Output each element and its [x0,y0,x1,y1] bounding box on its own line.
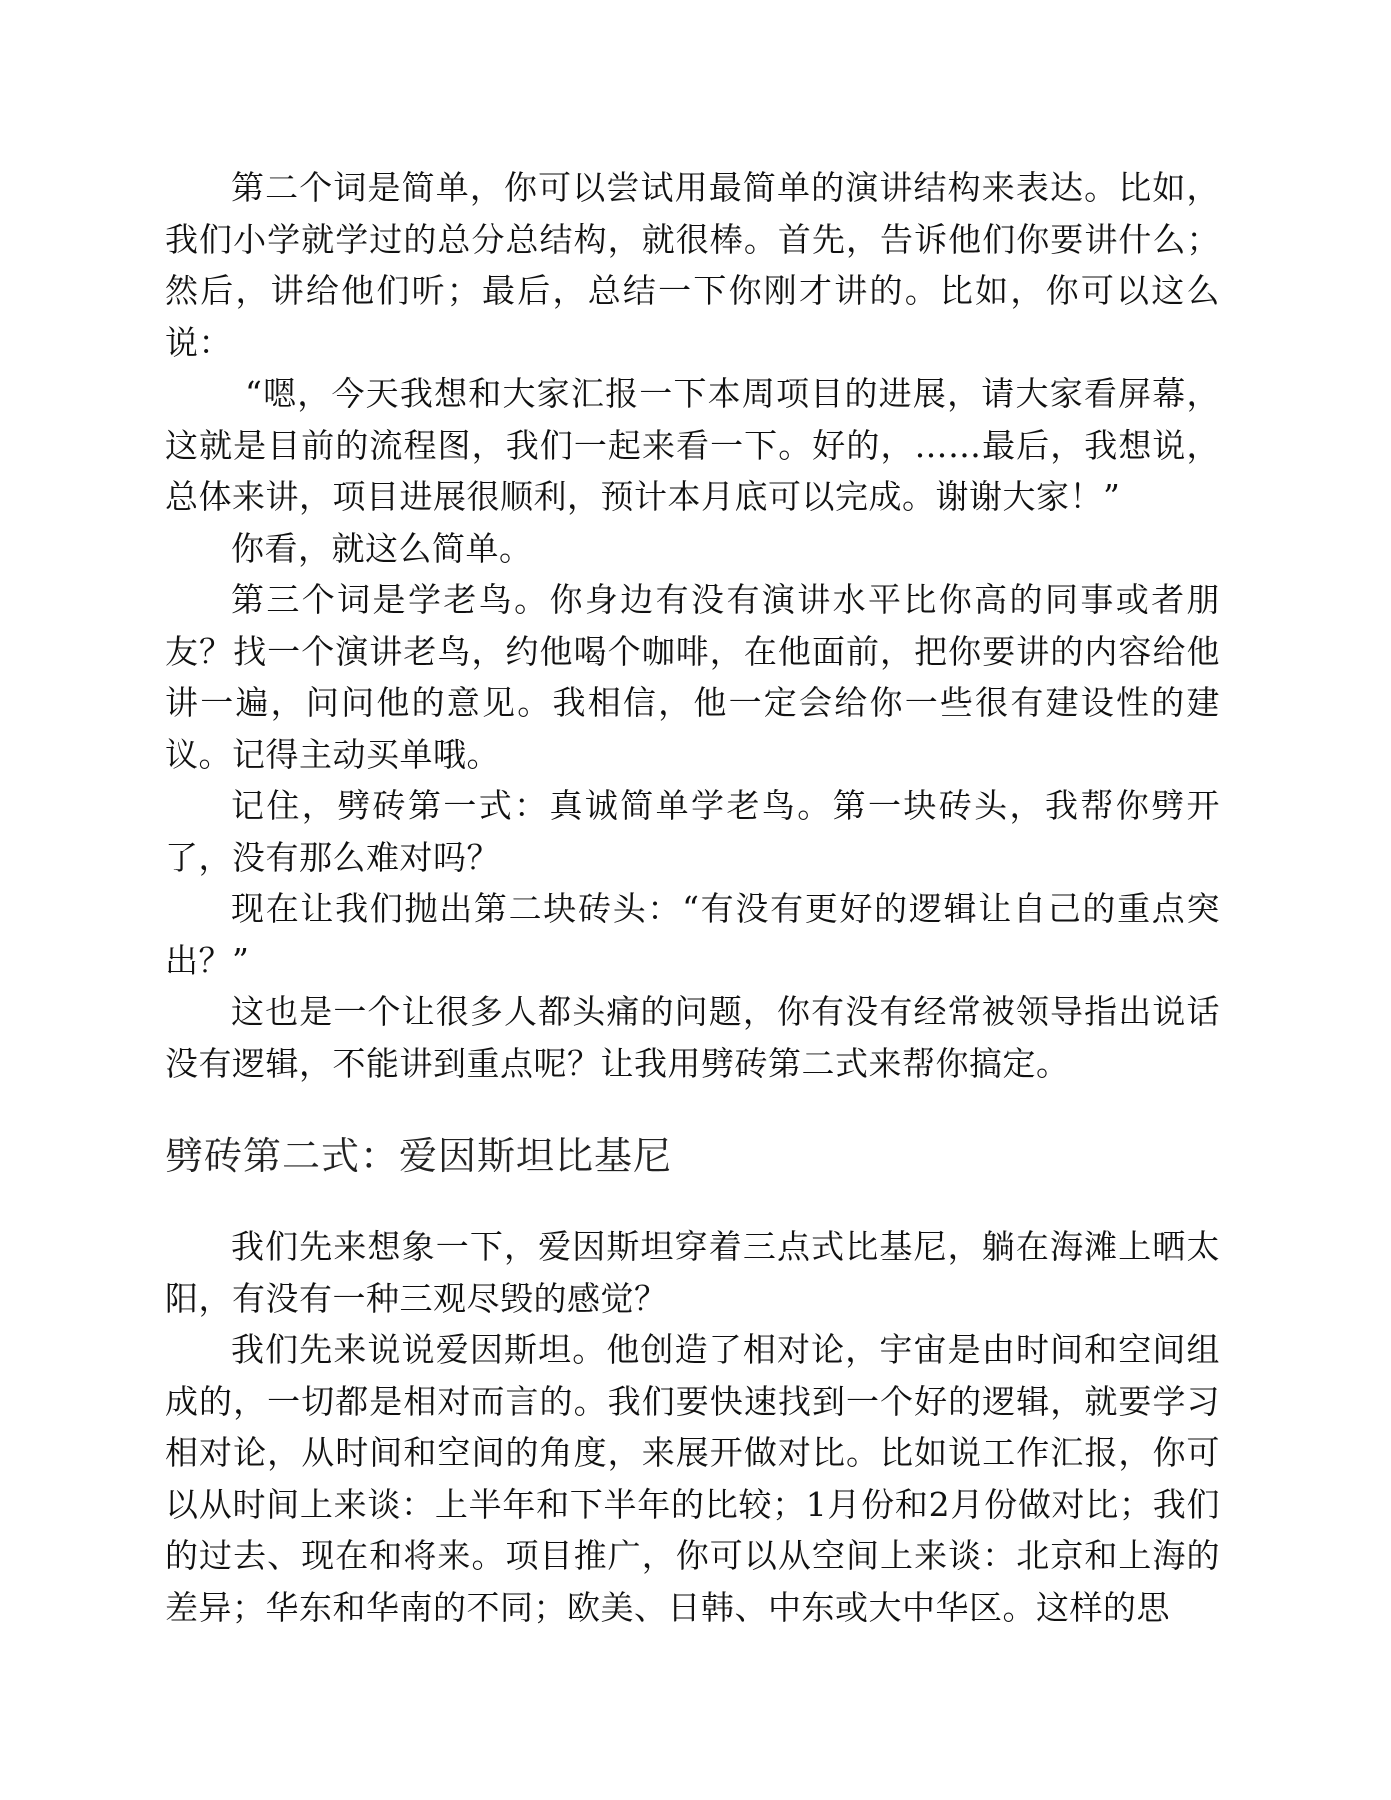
paragraph-headache: 这也是一个让很多人都头痛的问题，你有没有经常被领导指出说话没有逻辑，不能讲到重点呢？让我用劈砖第二式来帮你搞定。 [165,992,1220,1083]
paragraph-veteran: 第三个词是学老鸟。你身边有没有演讲水平比你高的同事或者朋友？找一个演讲老鸟，约他喝个咖啡，在他面前，把你要讲的内容给他讲一遍，问问他的意见。我相信，他一定会给你一些很有建设性的建议。记得主动买单哦。 [165,580,1220,774]
paragraph-quote: “嗯，今天我想和大家汇报一下本周项目的进展，请大家看屏幕，这就是目前的流程图，我们一起来看一下。好的，……最后，我想说，总体来讲，项目进展很顺利，预计本月底可以完成。谢谢大家！” [165,374,1220,516]
paragraph-see: 你看，就这么简单。 [231,528,533,568]
paragraph-einstein: 我们先来说说爱因斯坦。他创造了相对论，宇宙是由时间和空间组成的，一切都是相对而言的。我们要快速找到一个好的逻辑，就要学习相对论，从时间和空间的角度，来展开做对比。比如说工作汇报，你可以从时间上来谈：上半年和下半年的比较；1月份和2月份做对比；我们的过去、现在和将来。项目推广，你可以从空间上来谈：北京和上海的差异；华东和华南的不同；欧美、日韩、中东或大中华区。这样的思 [165,1330,1220,1627]
section-heading: 劈砖第二式：爱因斯坦比基尼 [165,1134,673,1178]
paragraph-remember: 记住，劈砖第一式：真诚简单学老鸟。第一块砖头，我帮你劈开了，没有那么难对吗？ [165,786,1220,877]
paragraph-second-brick: 现在让我们抛出第二块砖头：“有没有更好的逻辑让自己的重点突出？” [165,889,1220,980]
paragraph-imagine: 我们先来想象一下，爱因斯坦穿着三点式比基尼，躺在海滩上晒太阳，有没有一种三观尽毁的感觉？ [165,1227,1220,1318]
document-page [165,162,1220,1633]
paragraph-simple: 第二个词是简单，你可以尝试用最简单的演讲结构来表达。比如，我们小学就学过的总分总结构，就很棒。首先，告诉他们你要讲什么；然后，讲给他们听；最后，总结一下你刚才讲的。比如，你可以这么说： [165,168,1220,362]
